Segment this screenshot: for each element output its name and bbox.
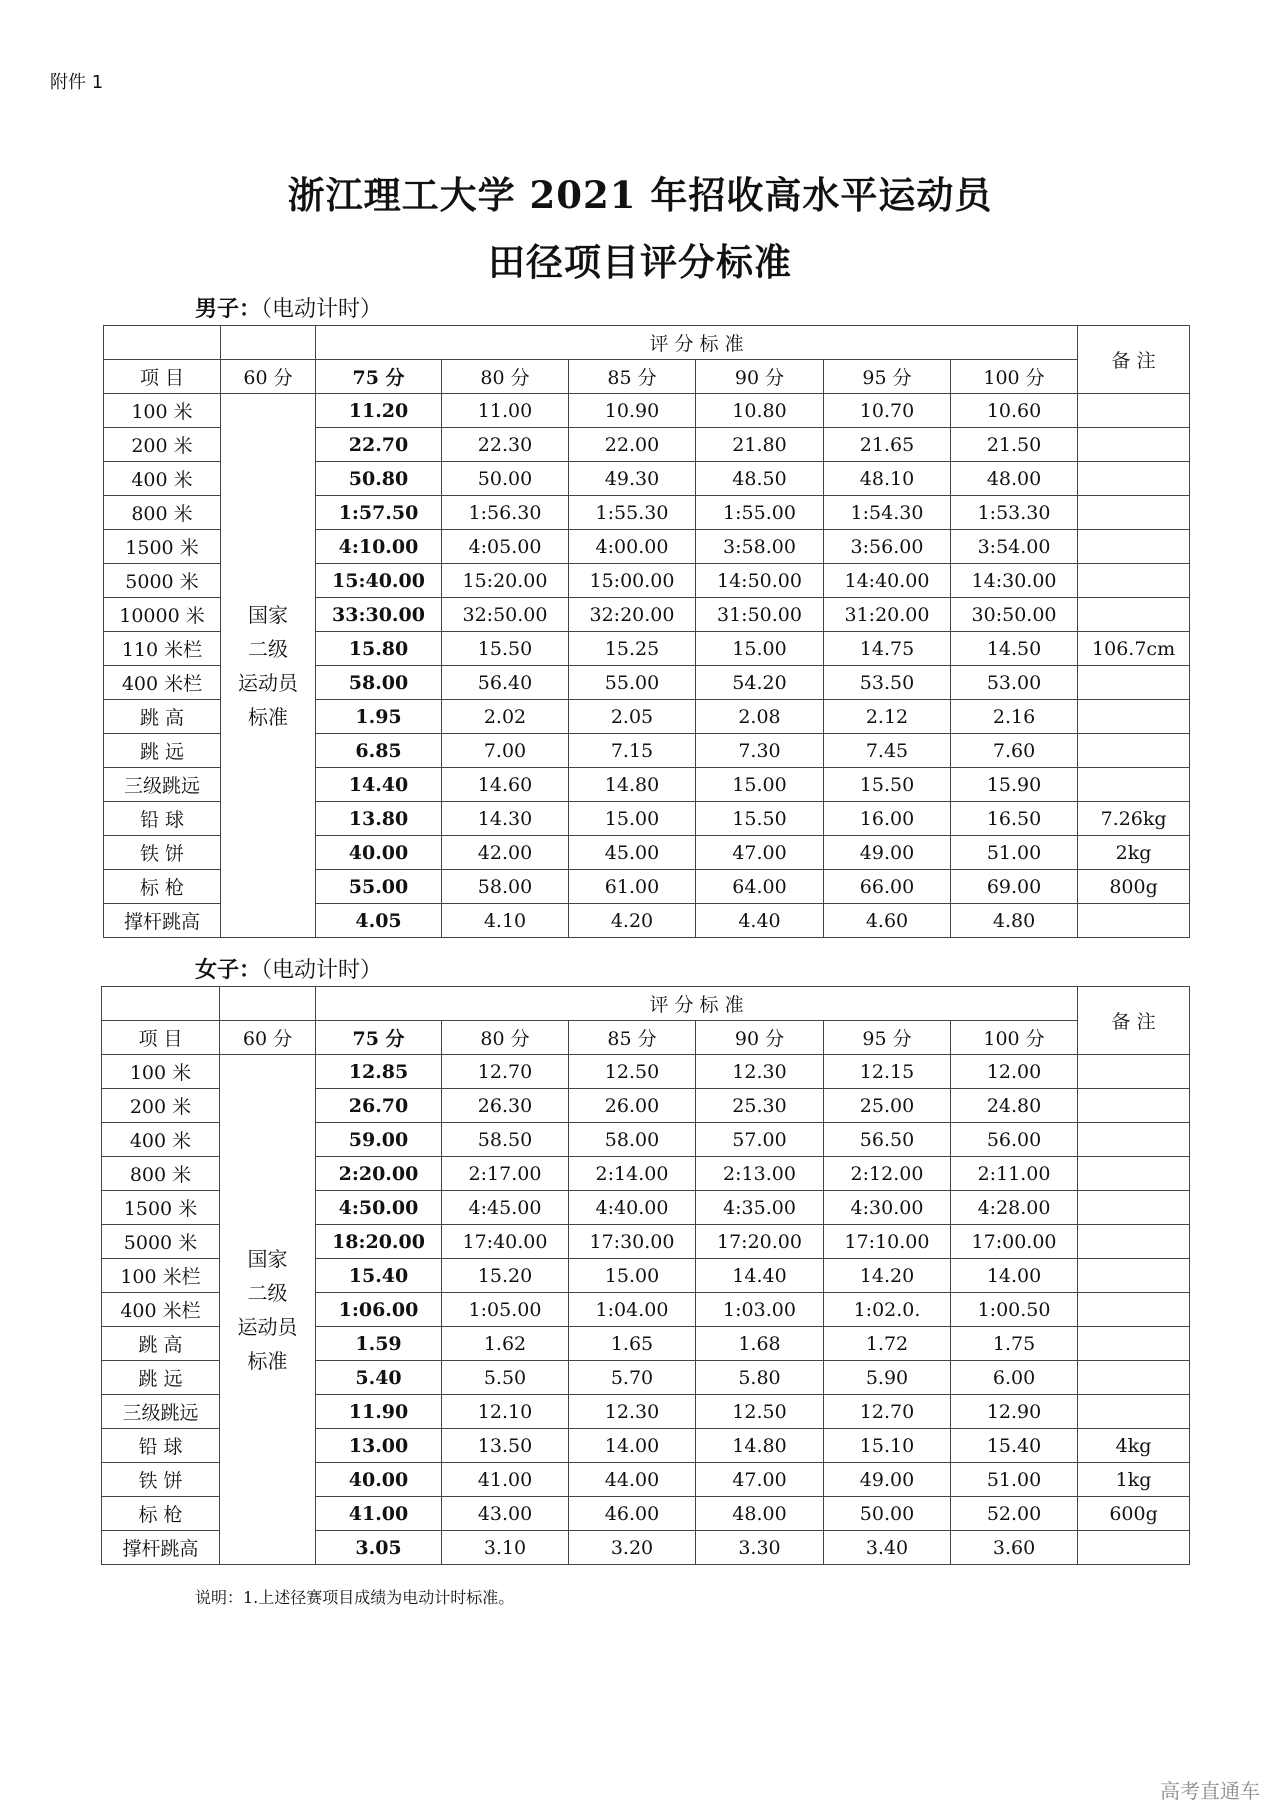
score-100: 3.60 xyxy=(951,1531,1078,1565)
score-85: 4:00.00 xyxy=(569,530,696,564)
score-75: 4.05 xyxy=(316,904,442,938)
score-80: 11.00 xyxy=(442,394,569,428)
score-100: 56.00 xyxy=(951,1123,1078,1157)
header-85: 85 分 xyxy=(569,1021,696,1055)
event-name: 跳 高 xyxy=(104,700,221,734)
event-name: 5000 米 xyxy=(102,1225,220,1259)
score-90: 1:55.00 xyxy=(696,496,824,530)
score-85: 7.15 xyxy=(569,734,696,768)
score-80: 56.40 xyxy=(442,666,569,700)
score-95: 14.20 xyxy=(824,1259,951,1293)
remark-cell: 2kg xyxy=(1078,836,1190,870)
group-label-line: 标准 xyxy=(248,704,288,729)
attachment-label: 附件 1 xyxy=(50,72,104,93)
event-name: 跳 远 xyxy=(104,734,221,768)
event-name: 400 米 xyxy=(102,1123,220,1157)
score-95: 3:56.00 xyxy=(824,530,951,564)
score-90: 15.50 xyxy=(696,802,824,836)
remark-cell xyxy=(1078,1157,1190,1191)
remark-cell xyxy=(1078,598,1190,632)
header-blank-cell xyxy=(104,326,221,360)
event-name: 200 米 xyxy=(104,428,221,462)
score-85: 4.20 xyxy=(569,904,696,938)
score-90: 48.00 xyxy=(696,1497,824,1531)
score-75: 5.40 xyxy=(316,1361,442,1395)
score-85: 14.00 xyxy=(569,1429,696,1463)
score-90: 47.00 xyxy=(696,1463,824,1497)
score-85: 15.25 xyxy=(569,632,696,666)
score-95: 31:20.00 xyxy=(824,598,951,632)
remark-cell xyxy=(1078,1361,1190,1395)
score-80: 17:40.00 xyxy=(442,1225,569,1259)
women-timing-note: （电动计时） xyxy=(261,958,383,983)
event-name: 5000 米 xyxy=(104,564,221,598)
score-90: 15.00 xyxy=(696,632,824,666)
score-100: 14:30.00 xyxy=(951,564,1078,598)
score-85: 44.00 xyxy=(569,1463,696,1497)
score-85: 58.00 xyxy=(569,1123,696,1157)
score-75: 12.85 xyxy=(316,1055,442,1089)
score-90: 47.00 xyxy=(696,836,824,870)
event-name: 铁 饼 xyxy=(104,836,221,870)
score-90: 12.30 xyxy=(696,1055,824,1089)
score-80: 14.30 xyxy=(442,802,569,836)
score-90: 17:20.00 xyxy=(696,1225,824,1259)
table-row xyxy=(102,1055,1190,1089)
header-80: 80 分 xyxy=(442,360,569,394)
score-75: 15:40.00 xyxy=(316,564,442,598)
score-75: 22.70 xyxy=(316,428,442,462)
score-90: 2.08 xyxy=(696,700,824,734)
score-80: 15.50 xyxy=(442,632,569,666)
event-name: 800 米 xyxy=(104,496,221,530)
header-85: 85 分 xyxy=(569,360,696,394)
header-item: 项 目 xyxy=(104,360,221,394)
score-100: 24.80 xyxy=(951,1089,1078,1123)
score-80: 12.10 xyxy=(442,1395,569,1429)
score-75: 59.00 xyxy=(316,1123,442,1157)
document-title: 浙江理工大学 2021 年招收高水平运动员 xyxy=(287,173,993,217)
remark-cell: 1kg xyxy=(1078,1463,1190,1497)
score-100: 1:53.30 xyxy=(951,496,1078,530)
header-blank-cell xyxy=(102,987,220,1021)
score-80: 7.00 xyxy=(442,734,569,768)
header-75: 75 分 xyxy=(316,360,442,394)
explanation-note: 说明：1.上述径赛项目成绩为电动计时标准。 xyxy=(195,1588,515,1607)
header-blank-cell xyxy=(220,987,316,1021)
score-85: 49.30 xyxy=(569,462,696,496)
score-80: 26.30 xyxy=(442,1089,569,1123)
score-85: 17:30.00 xyxy=(569,1225,696,1259)
score-100: 15.40 xyxy=(951,1429,1078,1463)
header-60: 60 分 xyxy=(221,360,316,394)
group-label-line: 二级 xyxy=(248,636,288,661)
score-100: 14.50 xyxy=(951,632,1078,666)
score-90: 10.80 xyxy=(696,394,824,428)
score-100: 2:11.00 xyxy=(951,1157,1078,1191)
remark-cell: 106.7cm xyxy=(1078,632,1190,666)
score-85: 2.05 xyxy=(569,700,696,734)
score-75: 50.80 xyxy=(316,462,442,496)
event-name: 1500 米 xyxy=(104,530,221,564)
score-85: 14.80 xyxy=(569,768,696,802)
remark-cell xyxy=(1078,1293,1190,1327)
score-90: 7.30 xyxy=(696,734,824,768)
remark-cell: 4kg xyxy=(1078,1429,1190,1463)
score-100: 4.80 xyxy=(951,904,1078,938)
header-90: 90 分 xyxy=(696,360,824,394)
score-80: 42.00 xyxy=(442,836,569,870)
score-90: 57.00 xyxy=(696,1123,824,1157)
score-75: 41.00 xyxy=(316,1497,442,1531)
score-75: 18:20.00 xyxy=(316,1225,442,1259)
event-name: 铁 饼 xyxy=(102,1463,220,1497)
score-85: 4:40.00 xyxy=(569,1191,696,1225)
event-name: 标 枪 xyxy=(104,870,221,904)
header-remark: 备 注 xyxy=(1078,987,1190,1055)
header-scoring-standard: 评 分 标 准 xyxy=(316,987,1078,1021)
score-80: 32:50.00 xyxy=(442,598,569,632)
score-90: 5.80 xyxy=(696,1361,824,1395)
score-100: 17:00.00 xyxy=(951,1225,1078,1259)
score-75: 14.40 xyxy=(316,768,442,802)
score-90: 1.68 xyxy=(696,1327,824,1361)
score-90: 4:35.00 xyxy=(696,1191,824,1225)
event-name: 400 米 xyxy=(104,462,221,496)
score-80: 58.00 xyxy=(442,870,569,904)
score-85: 61.00 xyxy=(569,870,696,904)
score-90: 31:50.00 xyxy=(696,598,824,632)
score-95: 12.70 xyxy=(824,1395,951,1429)
remark-cell xyxy=(1078,496,1190,530)
national-level-standard xyxy=(220,1055,316,1565)
score-100: 1:00.50 xyxy=(951,1293,1078,1327)
score-80: 1.62 xyxy=(442,1327,569,1361)
group-label-line: 标准 xyxy=(247,1348,288,1373)
event-name: 100 米栏 xyxy=(102,1259,220,1293)
score-95: 2:12.00 xyxy=(824,1157,951,1191)
score-95: 49.00 xyxy=(824,1463,951,1497)
score-95: 14:40.00 xyxy=(824,564,951,598)
score-100: 69.00 xyxy=(951,870,1078,904)
header-100: 100 分 xyxy=(951,360,1078,394)
remark-cell xyxy=(1078,700,1190,734)
event-name: 200 米 xyxy=(102,1089,220,1123)
score-95: 3.40 xyxy=(824,1531,951,1565)
event-name: 标 枪 xyxy=(102,1497,220,1531)
score-85: 15.00 xyxy=(569,1259,696,1293)
group-label-line: 国家 xyxy=(247,1246,288,1271)
header-100: 100 分 xyxy=(951,1021,1078,1055)
score-90: 14.80 xyxy=(696,1429,824,1463)
score-90: 25.30 xyxy=(696,1089,824,1123)
remark-cell xyxy=(1078,1191,1190,1225)
score-85: 5.70 xyxy=(569,1361,696,1395)
event-name: 400 米栏 xyxy=(102,1293,220,1327)
remark-cell xyxy=(1078,462,1190,496)
score-85: 45.00 xyxy=(569,836,696,870)
score-75: 15.80 xyxy=(316,632,442,666)
score-95: 49.00 xyxy=(824,836,951,870)
score-100: 52.00 xyxy=(951,1497,1078,1531)
score-75: 13.80 xyxy=(316,802,442,836)
score-75: 26.70 xyxy=(316,1089,442,1123)
score-95: 15.50 xyxy=(824,768,951,802)
score-90: 3.30 xyxy=(696,1531,824,1565)
score-90: 3:58.00 xyxy=(696,530,824,564)
men-score-table xyxy=(103,325,1190,938)
score-80: 1:05.00 xyxy=(442,1293,569,1327)
event-name: 跳 远 xyxy=(102,1361,220,1395)
score-95: 50.00 xyxy=(824,1497,951,1531)
remark-cell xyxy=(1078,1123,1190,1157)
score-80: 15.20 xyxy=(442,1259,569,1293)
score-80: 22.30 xyxy=(442,428,569,462)
score-95: 10.70 xyxy=(824,394,951,428)
score-100: 3:54.00 xyxy=(951,530,1078,564)
score-90: 14.40 xyxy=(696,1259,824,1293)
score-90: 1:03.00 xyxy=(696,1293,824,1327)
remark-cell xyxy=(1078,734,1190,768)
remark-cell xyxy=(1078,1531,1190,1565)
score-90: 21.80 xyxy=(696,428,824,462)
header-scoring-standard: 评 分 标 准 xyxy=(316,326,1078,360)
score-75: 6.85 xyxy=(316,734,442,768)
score-80: 4:05.00 xyxy=(442,530,569,564)
score-95: 12.15 xyxy=(824,1055,951,1089)
score-75: 15.40 xyxy=(316,1259,442,1293)
score-85: 15:00.00 xyxy=(569,564,696,598)
table-row xyxy=(104,394,1190,428)
score-100: 6.00 xyxy=(951,1361,1078,1395)
score-75: 1.95 xyxy=(316,700,442,734)
score-95: 2.12 xyxy=(824,700,951,734)
remark-cell xyxy=(1078,1089,1190,1123)
event-name: 800 米 xyxy=(102,1157,220,1191)
score-100: 30:50.00 xyxy=(951,598,1078,632)
score-95: 53.50 xyxy=(824,666,951,700)
score-75: 3.05 xyxy=(316,1531,442,1565)
score-90: 48.50 xyxy=(696,462,824,496)
score-80: 4:45.00 xyxy=(442,1191,569,1225)
score-95: 4.60 xyxy=(824,904,951,938)
header-80: 80 分 xyxy=(442,1021,569,1055)
group-label-line: 二级 xyxy=(247,1280,288,1305)
score-75: 1:57.50 xyxy=(316,496,442,530)
score-75: 1:06.00 xyxy=(316,1293,442,1327)
men-section-label xyxy=(195,292,382,323)
score-95: 15.10 xyxy=(824,1429,951,1463)
remark-cell: 800g xyxy=(1078,870,1190,904)
event-name: 铅 球 xyxy=(104,802,221,836)
score-95: 1:54.30 xyxy=(824,496,951,530)
score-85: 3.20 xyxy=(569,1531,696,1565)
header-remark: 备 注 xyxy=(1078,326,1190,394)
score-95: 21.65 xyxy=(824,428,951,462)
men-timing-note: （电动计时） xyxy=(261,297,383,322)
event-name: 跳 高 xyxy=(102,1327,220,1361)
header-60: 60 分 xyxy=(220,1021,316,1055)
remark-cell xyxy=(1078,768,1190,802)
score-80: 12.70 xyxy=(442,1055,569,1089)
score-75: 40.00 xyxy=(316,1463,442,1497)
remark-cell: 600g xyxy=(1078,1497,1190,1531)
score-80: 4.10 xyxy=(442,904,569,938)
score-95: 4:30.00 xyxy=(824,1191,951,1225)
event-name: 撑杆跳高 xyxy=(104,904,221,938)
score-95: 48.10 xyxy=(824,462,951,496)
score-100: 51.00 xyxy=(951,836,1078,870)
score-80: 13.50 xyxy=(442,1429,569,1463)
score-85: 46.00 xyxy=(569,1497,696,1531)
remark-cell xyxy=(1078,394,1190,428)
score-75: 2:20.00 xyxy=(316,1157,442,1191)
score-90: 4.40 xyxy=(696,904,824,938)
women-score-table xyxy=(101,986,1190,1565)
remark-cell xyxy=(1078,564,1190,598)
men-gender-label: 男子： xyxy=(195,296,262,322)
score-75: 11.90 xyxy=(316,1395,442,1429)
score-100: 21.50 xyxy=(951,428,1078,462)
event-name: 100 米 xyxy=(102,1055,220,1089)
score-100: 2.16 xyxy=(951,700,1078,734)
remark-cell xyxy=(1078,1225,1190,1259)
header-blank-cell xyxy=(221,326,316,360)
score-90: 54.20 xyxy=(696,666,824,700)
score-85: 2:14.00 xyxy=(569,1157,696,1191)
remark-cell xyxy=(1078,904,1190,938)
score-100: 1.75 xyxy=(951,1327,1078,1361)
score-100: 4:28.00 xyxy=(951,1191,1078,1225)
score-95: 56.50 xyxy=(824,1123,951,1157)
group-label-line: 运动员 xyxy=(237,1314,298,1339)
score-75: 40.00 xyxy=(316,836,442,870)
score-85: 32:20.00 xyxy=(569,598,696,632)
event-name: 撑杆跳高 xyxy=(102,1531,220,1565)
score-85: 12.30 xyxy=(569,1395,696,1429)
event-name: 三级跳远 xyxy=(102,1395,220,1429)
score-80: 2.02 xyxy=(442,700,569,734)
event-name: 100 米 xyxy=(104,394,221,428)
event-name: 400 米栏 xyxy=(104,666,221,700)
score-85: 55.00 xyxy=(569,666,696,700)
header-90: 90 分 xyxy=(696,1021,824,1055)
score-95: 7.45 xyxy=(824,734,951,768)
score-100: 10.60 xyxy=(951,394,1078,428)
score-85: 10.90 xyxy=(569,394,696,428)
score-80: 2:17.00 xyxy=(442,1157,569,1191)
remark-cell xyxy=(1078,530,1190,564)
event-name: 110 米栏 xyxy=(104,632,221,666)
remark-cell xyxy=(1078,1259,1190,1293)
remark-cell xyxy=(1078,1055,1190,1089)
score-80: 58.50 xyxy=(442,1123,569,1157)
event-name: 10000 米 xyxy=(104,598,221,632)
score-100: 16.50 xyxy=(951,802,1078,836)
score-95: 1:02.0. xyxy=(824,1293,951,1327)
score-90: 12.50 xyxy=(696,1395,824,1429)
score-80: 50.00 xyxy=(442,462,569,496)
score-85: 26.00 xyxy=(569,1089,696,1123)
score-85: 12.50 xyxy=(569,1055,696,1089)
score-80: 5.50 xyxy=(442,1361,569,1395)
remark-cell xyxy=(1078,428,1190,462)
score-75: 58.00 xyxy=(316,666,442,700)
score-95: 17:10.00 xyxy=(824,1225,951,1259)
national-level-standard xyxy=(221,394,316,938)
remark-cell: 7.26kg xyxy=(1078,802,1190,836)
score-95: 25.00 xyxy=(824,1089,951,1123)
score-85: 1:04.00 xyxy=(569,1293,696,1327)
header-95: 95 分 xyxy=(824,1021,951,1055)
remark-cell xyxy=(1078,666,1190,700)
score-80: 14.60 xyxy=(442,768,569,802)
score-95: 1.72 xyxy=(824,1327,951,1361)
score-75: 33:30.00 xyxy=(316,598,442,632)
score-85: 1:55.30 xyxy=(569,496,696,530)
score-95: 5.90 xyxy=(824,1361,951,1395)
score-80: 43.00 xyxy=(442,1497,569,1531)
score-95: 66.00 xyxy=(824,870,951,904)
score-100: 48.00 xyxy=(951,462,1078,496)
score-80: 41.00 xyxy=(442,1463,569,1497)
watermark: 高考直通车 xyxy=(1160,1779,1260,1803)
score-75: 11.20 xyxy=(316,394,442,428)
score-100: 7.60 xyxy=(951,734,1078,768)
group-label-line: 运动员 xyxy=(238,670,298,695)
score-95: 16.00 xyxy=(824,802,951,836)
score-80: 15:20.00 xyxy=(442,564,569,598)
score-90: 2:13.00 xyxy=(696,1157,824,1191)
score-75: 4:10.00 xyxy=(316,530,442,564)
score-100: 12.00 xyxy=(951,1055,1078,1089)
women-section-label xyxy=(195,953,382,984)
header-75: 75 分 xyxy=(316,1021,442,1055)
score-95: 14.75 xyxy=(824,632,951,666)
score-75: 4:50.00 xyxy=(316,1191,442,1225)
score-100: 14.00 xyxy=(951,1259,1078,1293)
score-80: 1:56.30 xyxy=(442,496,569,530)
score-100: 12.90 xyxy=(951,1395,1078,1429)
score-100: 53.00 xyxy=(951,666,1078,700)
score-90: 64.00 xyxy=(696,870,824,904)
score-75: 55.00 xyxy=(316,870,442,904)
score-85: 1.65 xyxy=(569,1327,696,1361)
group-label-line: 国家 xyxy=(248,602,288,627)
score-85: 15.00 xyxy=(569,802,696,836)
women-gender-label: 女子： xyxy=(195,957,262,983)
score-75: 1.59 xyxy=(316,1327,442,1361)
event-name: 三级跳远 xyxy=(104,768,221,802)
remark-cell xyxy=(1078,1327,1190,1361)
remark-cell xyxy=(1078,1395,1190,1429)
score-100: 51.00 xyxy=(951,1463,1078,1497)
event-name: 1500 米 xyxy=(102,1191,220,1225)
score-100: 15.90 xyxy=(951,768,1078,802)
header-95: 95 分 xyxy=(824,360,951,394)
score-80: 3.10 xyxy=(442,1531,569,1565)
header-item: 项 目 xyxy=(102,1021,220,1055)
score-85: 22.00 xyxy=(569,428,696,462)
score-90: 14:50.00 xyxy=(696,564,824,598)
score-90: 15.00 xyxy=(696,768,824,802)
score-75: 13.00 xyxy=(316,1429,442,1463)
event-name: 铅 球 xyxy=(102,1429,220,1463)
document-subtitle: 田径项目评分标准 xyxy=(488,240,792,284)
